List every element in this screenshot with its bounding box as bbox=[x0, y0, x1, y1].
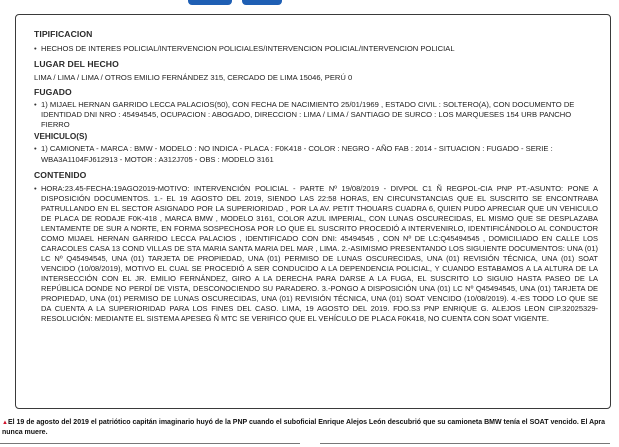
police-report-document bbox=[15, 14, 611, 409]
lugar-text: LIMA / LIMA / LIMA / OTROS EMILIO FERNÁNDEZ 315, CERCADO DE LIMA 15046, PERÚ 0 bbox=[34, 73, 353, 83]
tipificacion-item bbox=[34, 44, 598, 54]
fugado-text: 1) MIJAEL HERNAN GARRIDO LECCA PALACIOS(50), CON FECHA DE NACIMIENTO 25/01/1969 , ESTADO CIVIL : SOLTERO(A), CON DOCUMENTO DE IDENTIDAD DNI NRO : 45494545, OCUPACION : ABOGADO, DIRECCION : LIMA / LIMA / SANTIAGO DE SURCO : LOS MARQUESES 154 URB PANCHO FIERRO bbox=[41, 99, 575, 130]
bullet-icon: • bbox=[34, 184, 37, 194]
divider-right bbox=[320, 443, 610, 444]
contenido-heading: CONTENIDO bbox=[34, 169, 87, 180]
fugado-heading: FUGADO bbox=[34, 87, 72, 98]
bullet-icon: • bbox=[34, 99, 37, 109]
lugar-heading: LUGAR DEL HECHO bbox=[34, 58, 119, 69]
blue-shape-right bbox=[242, 0, 282, 5]
contenido-text: HORA:23.45-FECHA:19AGO2019-MOTIVO: INTERVENCIÓN POLICIAL - PARTE Nº 19/08/2019 - DIVPOL C1 Ñ REGPOL-CIA PNP PT.-ASUNTO: PONE A DISPOSICIÓN DOCUMENTOS. 1.- EL 19 AGOSTO DEL 2019, SIENDO LAS 22:58 HORAS, EN CIRCUNSTANCIAS QUE EL SUSCRITO SE ENCONTRABA PATRULLANDO EN EL SECTOR ASIGNADO POR LA SUPERIORIDAD , POR LA AV. PETIT THOUARS CUADRA 6, QUIEN PUDO APRECIAR QUE UN VEHICULO DE PLACA DE RODAJE F0K-418 , MARCA BMW , MODELO 3161, COLOR AZUL IMPERIAL, CON LUNAS OSCURECIDAS, EL MISMO QUE SE DESPLAZABA LENTAMENTE DE SUR A NORTE, EN FORMA SOSPECHOSA POR LO QUE EL SUSCRITO PROCEDIÓ A INTERVENIRLO, IDENTIFICÁNDOLO AL CONDUCTOR COMO MIJAEL HERNAN GARRIDO LECCA PALACIOS , IDENTIFICADO CON DNI: 45494545 , CON Nº DE LC:Q45494545 , DOMICILIADO EN CALLE LOS CARACOLES CASA 13 COND VILLAS DE STA MARIA SANTA MARIA DEL MAR , LIMA. 2.-ASIMISMO PRESENTANDO LOS SIGUIENTE DOCUMENTOS: UNA (01) LC Nº Q45494545, UNA (01) TARJETA DE PROPIEDAD, UNA (01) PERMISO DE LUNAS OSCURECIDAS, UNA (01) REVISIÓN TÉCNICA, UNA (01) SOAT VENCIDO (10/08/2019), MOTIVO EL CUAL SE PROCEDIÓ A SER CONDUCIDO A LA DEPENDENCIA POLICIAL, Y CUANDO ESTABAMOS A LA ALTURA DE LA INTERSECCIÓN CON EL JR. EMILIO FERNÁNDEZ, GIRO A LA DERECHA PARA DARSE A LA FUGA, EL SUSCRITO LO SIGUIO HASTA PASEO DE LA REPÚBLICA DONDE NO PERDÍ DE VISTA, DESCONOCIENDO SU PARADERO. 3.-PONGO A DISPOSICIÓN UNA (01) LC Nº Q45494545, UNA (01) TARJETA DE PROPIEDAD, UNA (01) PERMISO DE LUNAS OSCURECIDAS, UNA (01) REVISIÓN TÉCNICA, UNA (01) SOAT VENCIDO (10/08/2019). 4.-ES TODO LO QUE SE DA CUENTA A LA SUPERIORIDAD PARA LOS FINES DEL CASO. LIMA, 19 AGOSTO DEL 2019. FDO.S3 PNP ENRIQUE G. ALEJOS LEON CIP.32025329-RESOLUCIÓN: MEDIANTE EL SISTEMA APESEG Ñ MTC SE VERIFICO QUE EL VEHÍCULO DE PLACA F0K418, NO CUENTA CON SOAT VIGENTE. bbox=[41, 184, 598, 323]
bullet-icon: • bbox=[34, 43, 37, 53]
top-blue-decoration bbox=[188, 0, 298, 5]
contenido-item bbox=[34, 184, 598, 324]
caption-marker-icon: ▲ bbox=[2, 420, 8, 426]
caption-text: El 19 de agosto del 2019 el patriótico capitán imaginario huyó de la PNP cuando el suboficial Enrique Alejos León descubrió que su camioneta BMW tenía el SOAT vencido. El Apra nunca muere. bbox=[2, 419, 606, 436]
bottom-divider bbox=[0, 441, 619, 447]
vehiculo-heading: VEHICULO(S) bbox=[34, 132, 88, 142]
blue-shape-left bbox=[188, 0, 232, 5]
tipificacion-heading: TIPIFICACION bbox=[34, 29, 93, 39]
divider-left bbox=[0, 443, 300, 444]
vehiculo-text: 1) CAMIONETA - MARCA : BMW - MODELO : NO INDICA - PLACA : F0K418 - COLOR : NEGRO - AÑO FAB : 2014 - SITUACION : FUGADO - SERIE : WBA3A1104FJ612913 - MOTOR : A312J705 - OBS : MODELO 3161 bbox=[41, 144, 553, 164]
tipificacion-text: HECHOS DE INTERES POLICIAL/INTERVENCION POLICIALES/INTERVENCION POLICIAL/INTERVENCION POLICIAL bbox=[41, 43, 455, 53]
photo-caption bbox=[0, 418, 619, 440]
vehiculo-item bbox=[34, 144, 598, 164]
fugado-item bbox=[34, 100, 598, 131]
bullet-icon: • bbox=[34, 144, 37, 154]
